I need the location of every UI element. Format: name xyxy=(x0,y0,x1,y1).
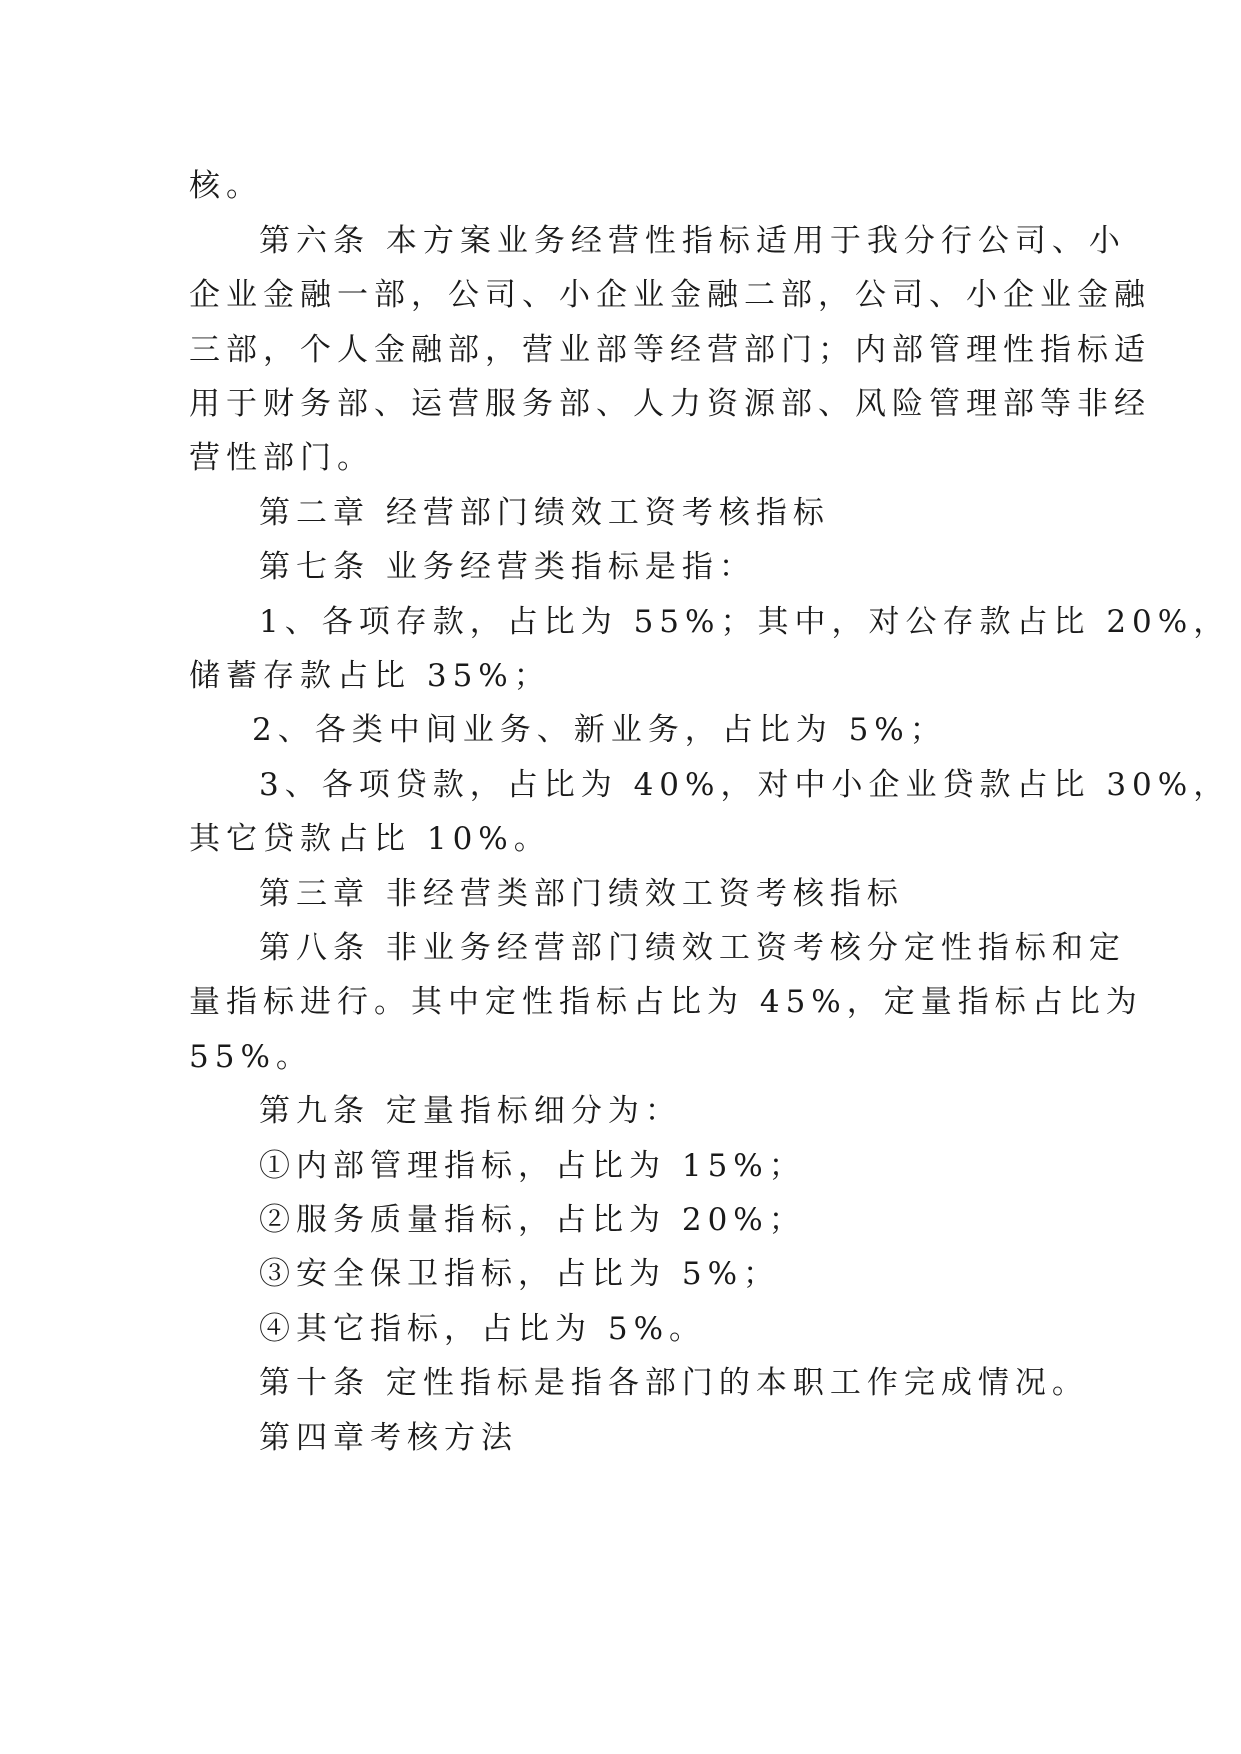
list-item: ①内部管理指标，占比为 15%； xyxy=(259,1148,806,1184)
chapter-4-heading: 第四章考核方法 xyxy=(259,1420,518,1456)
chapter-2-heading: 第二章 经营部门绩效工资考核指标 xyxy=(259,495,830,531)
text-line: 三部，个人金融部，营业部等经营部门；内部管理性指标适 xyxy=(189,332,1151,368)
text-line: 用于财务部、运营服务部、人力资源部、风险管理部等非经 xyxy=(189,386,1151,422)
article-10-line: 第十条 定性指标是指各部门的本职工作完成情况。 xyxy=(259,1365,1089,1401)
list-item: 3、各项贷款，占比为 40%，对中小企业贷款占比 30%， xyxy=(259,767,1231,803)
list-item: ②服务质量指标，占比为 20%； xyxy=(259,1202,806,1238)
text-line: 量指标进行。其中定性指标占比为 45%，定量指标占比为 xyxy=(189,984,1143,1020)
article-9-line: 第九条 定量指标细分为： xyxy=(259,1093,682,1129)
list-item: 2、各类中间业务、新业务，占比为 5%； xyxy=(252,712,947,748)
list-item: ④其它指标，占比为 5%。 xyxy=(259,1311,707,1347)
article-8-line: 第八条 非业务经营部门绩效工资考核分定性指标和定 xyxy=(259,930,1126,966)
article-7-line: 第七条 业务经营类指标是指： xyxy=(259,549,756,585)
list-item: 1、各项存款，占比为 55%；其中，对公存款占比 20%， xyxy=(259,604,1231,640)
chapter-3-heading: 第三章 非经营类部门绩效工资考核指标 xyxy=(259,876,904,912)
list-item: ③安全保卫指标，占比为 5%； xyxy=(259,1256,781,1292)
text-line: 55%。 xyxy=(189,1039,313,1075)
text-line: 其它贷款占比 10%。 xyxy=(189,821,551,857)
text-line: 营性部门。 xyxy=(189,440,374,476)
text-line: 核。 xyxy=(189,168,263,204)
text-line: 企业金融一部，公司、小企业金融二部，公司、小企业金融 xyxy=(189,277,1151,313)
text-line: 储蓄存款占比 35%； xyxy=(189,658,551,694)
article-6-line: 第六条 本方案业务经营性指标适用于我分行公司、小 xyxy=(259,223,1126,259)
